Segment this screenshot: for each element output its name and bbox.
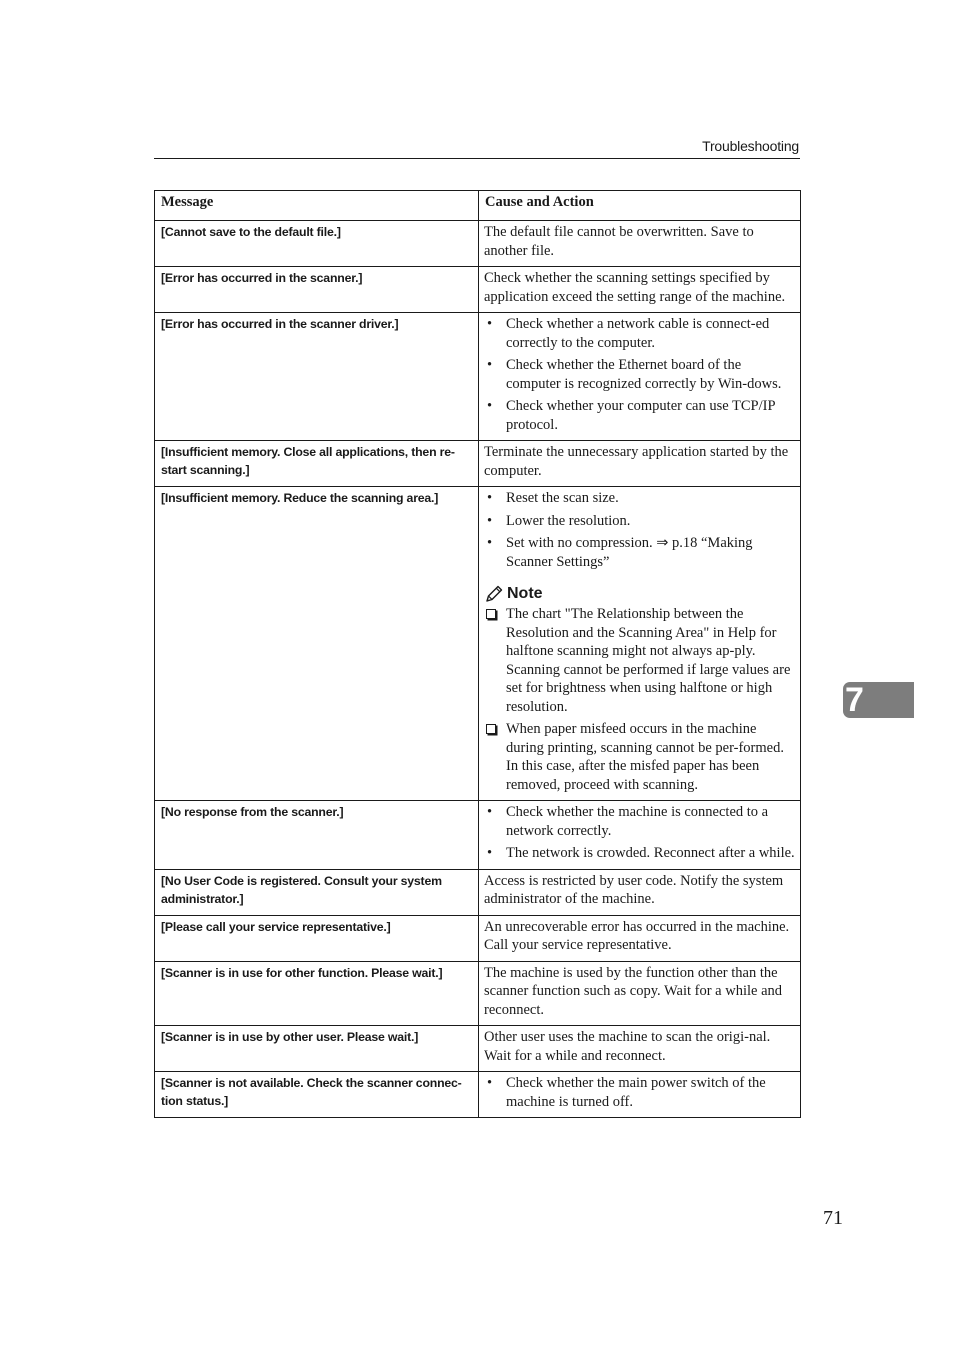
message-cell: [Scanner is in use for other function. Please wait.] — [155, 961, 479, 1026]
table-row — [155, 801, 801, 870]
column-header-cause-action: Cause and Action — [479, 191, 801, 221]
action-cell — [479, 1026, 801, 1072]
note-heading — [484, 584, 795, 604]
table-row — [155, 267, 801, 313]
checkbox-icon — [486, 609, 496, 619]
table-row — [155, 441, 801, 487]
action-cell — [479, 221, 801, 267]
bullet-icon: • — [487, 1075, 493, 1091]
action-cell — [479, 267, 801, 313]
bullet-icon: • — [487, 357, 493, 373]
message-cell: [Scanner is in use by other user. Please wait.] — [155, 1026, 479, 1072]
message-cell: [No User Code is registered. Consult your system administrator.] — [155, 869, 479, 915]
action-cell — [479, 801, 801, 870]
message-table — [154, 190, 801, 1118]
header-rule — [154, 158, 800, 159]
pencil-icon — [484, 584, 504, 604]
action-cell — [479, 487, 801, 801]
action-text: Access is restricted by user code. Notify the system administrator of the machine. — [484, 872, 784, 907]
table-row — [155, 869, 801, 915]
action-cell — [479, 869, 801, 915]
message-cell: [Error has occurred in the scanner.] — [155, 267, 479, 313]
checkbox-icon — [486, 724, 496, 734]
message-cell: [Please call your service representative.] — [155, 915, 479, 961]
table-row — [155, 313, 801, 441]
message-cell: [No response from the scanner.] — [155, 801, 479, 870]
action-cell — [479, 313, 801, 441]
action-text: An unrecoverable error has occurred in the machine. Call your service representative. — [484, 918, 790, 953]
action-bullet: • Check whether your computer can use TCP/IP protocol. — [487, 398, 775, 433]
action-text: Terminate the unnecessary application started by the computer. — [484, 444, 789, 479]
bullet-icon: • — [487, 845, 493, 861]
action-cell — [479, 915, 801, 961]
table-row — [155, 961, 801, 1026]
action-bullet: • The network is crowded. Reconnect after a while. — [487, 845, 795, 861]
note-list — [484, 605, 795, 794]
message-cell: [Insufficient memory. Reduce the scanning area.] — [155, 487, 479, 801]
table-header-row — [155, 191, 801, 221]
note-item: The chart "The Relationship between the Resolution and the Scanning Area" in Help for halftone scanning might not always ap-ply. Scanning cannot be performed if large values are set for brightness when using halftone or high resolution. — [484, 605, 795, 716]
message-cell: [Cannot save to the default file.] — [155, 221, 479, 267]
action-bullet: • Lower the resolution. — [487, 512, 631, 529]
message-cell: [Error has occurred in the scanner driver.] — [155, 313, 479, 441]
bullet-icon: • — [487, 316, 493, 332]
bullet-icon: • — [487, 490, 493, 506]
action-bullet: • Check whether the main power switch of the machine is turned off. — [487, 1075, 766, 1110]
table-row — [155, 487, 801, 801]
action-bullet-list — [484, 489, 795, 571]
action-text: Check whether the scanning settings specified by application exceed the setting range of the machine. — [484, 270, 786, 305]
bullet-icon: • — [487, 512, 493, 529]
message-cell: [Scanner is not available. Check the scanner connec-tion status.] — [155, 1072, 479, 1118]
bullet-icon: • — [487, 398, 493, 414]
action-bullet: • Check whether a network cable is connect-ed correctly to the computer. — [487, 316, 770, 351]
table-row — [155, 1072, 801, 1118]
chapter-tab — [843, 682, 914, 718]
action-text: The default file cannot be overwritten. Save to another file. — [484, 224, 754, 259]
table-row — [155, 915, 801, 961]
action-cell — [479, 1072, 801, 1118]
action-text: Other user uses the machine to scan the origi-nal. Wait for a while and reconnect. — [484, 1029, 771, 1064]
note-label: Note — [507, 584, 543, 602]
note-item: When paper misfeed occurs in the machine during printing, scanning cannot be per-formed. In this case, after the misfed paper has been removed, proceed with scanning. — [484, 720, 795, 794]
action-bullet-list — [484, 803, 795, 863]
action-cell — [479, 961, 801, 1026]
action-bullet: • Reset the scan size. — [487, 490, 619, 506]
chapter-number: 7 — [845, 681, 864, 719]
page-number: 71 — [823, 1207, 843, 1229]
bullet-icon: • — [487, 535, 493, 551]
action-bullet: • Check whether the Ethernet board of the computer is recognized correctly by Win-dows. — [487, 357, 782, 392]
action-text: The machine is used by the function other than the scanner function such as copy. Wait for a while and reconnect. — [484, 964, 783, 1018]
action-bullet-list — [484, 1074, 795, 1111]
page-header-title: Troubleshooting — [702, 138, 799, 154]
message-cell: [Insufficient memory. Close all applications, then re-start scanning.] — [155, 441, 479, 487]
column-header-message: Message — [155, 191, 479, 221]
bullet-icon: • — [487, 804, 493, 820]
action-bullet: • Check whether the machine is connected to a network correctly. — [487, 804, 769, 839]
table-row — [155, 221, 801, 267]
action-cell — [479, 441, 801, 487]
action-bullet-list — [484, 315, 795, 434]
action-bullet: • Set with no compression. ⇒ p.18 “Making Scanner Settings” — [487, 535, 753, 570]
table-row — [155, 1026, 801, 1072]
